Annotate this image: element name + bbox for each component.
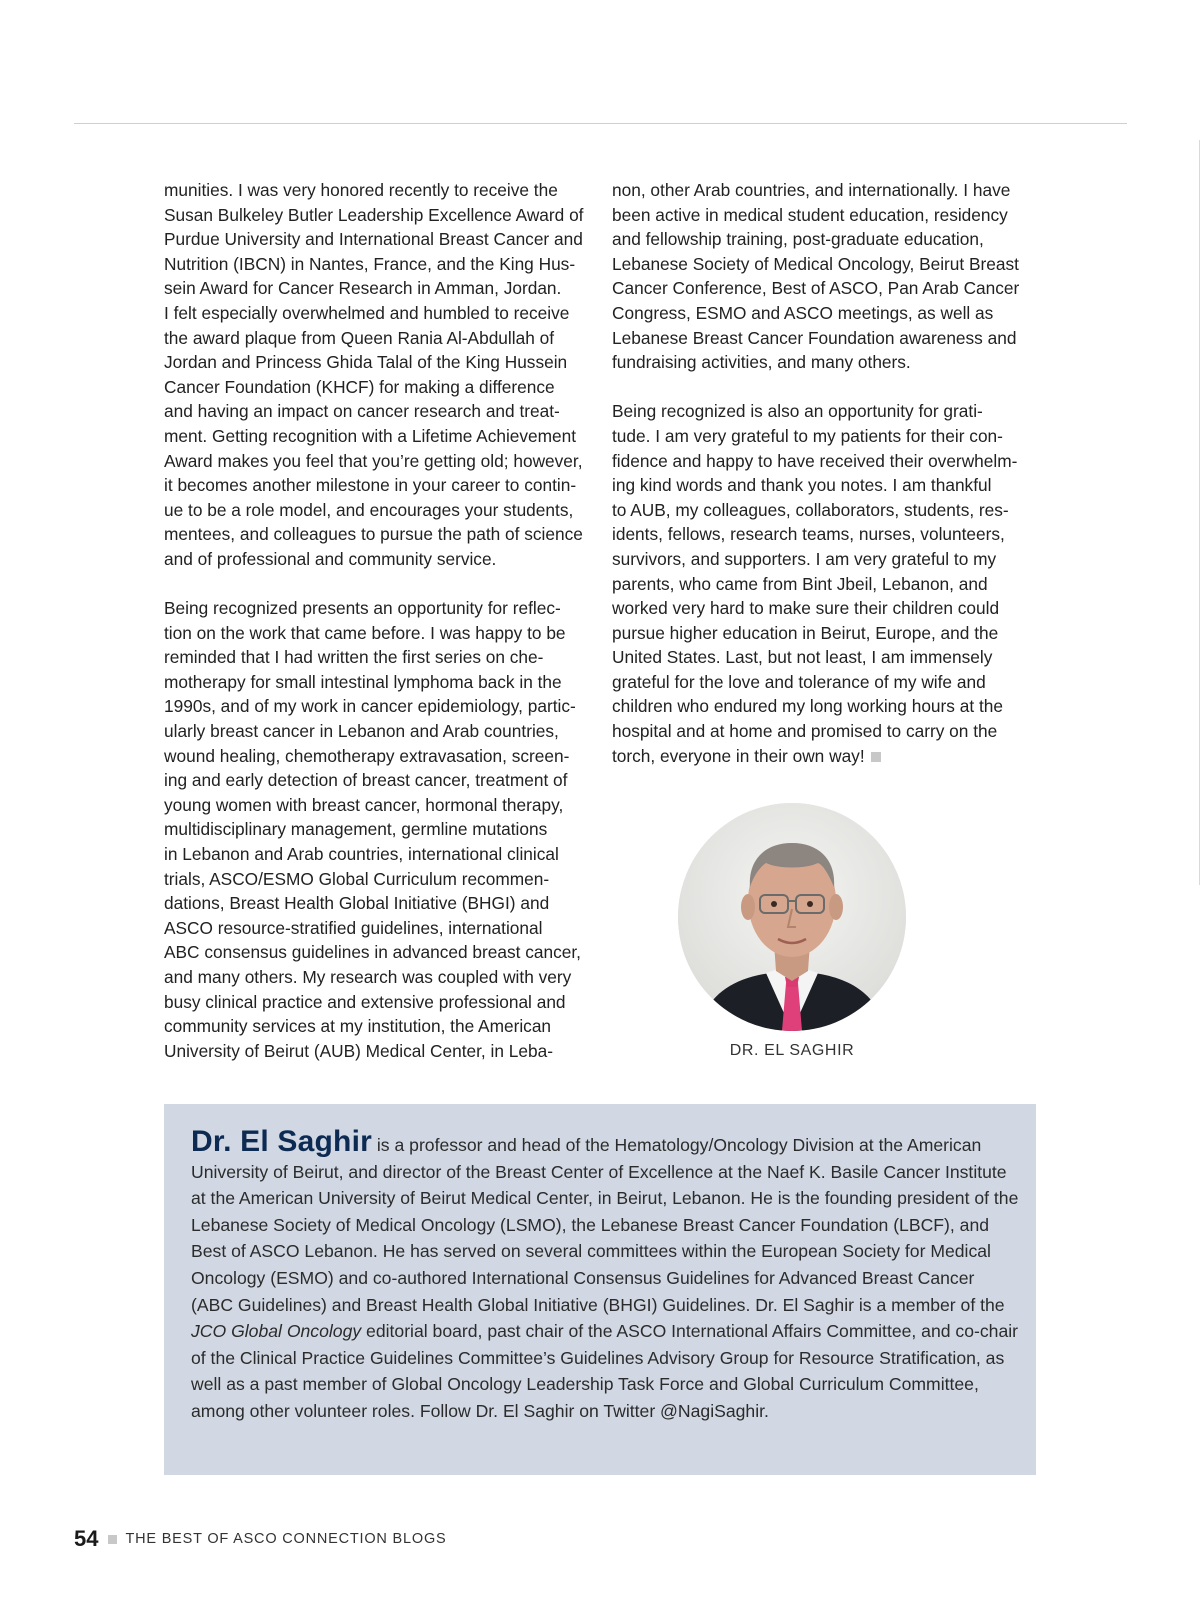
publication-title: THE BEST OF ASCO CONNECTION BLOGS xyxy=(125,1531,447,1547)
article-line: and having an impact on cancer research and treat- xyxy=(164,401,560,422)
article-line: motherapy for small intestinal lymphoma back in the xyxy=(164,671,562,692)
page-number: 54 xyxy=(74,1526,99,1551)
article-line: to AUB, my colleagues, collaborators, students, res- xyxy=(612,499,1009,520)
article-line: Purdue University and International Breast Cancer and xyxy=(164,229,583,250)
paragraph-gap xyxy=(164,572,594,597)
article-line: munities. I was very honored recently to receive the xyxy=(164,180,558,200)
article-line: Being recognized is also an opportunity for grati- xyxy=(612,401,983,422)
article-line: and fellowship training, post-graduate education, xyxy=(612,229,984,250)
author-portrait xyxy=(678,803,906,1031)
bio-journal-title: JCO Global Oncology xyxy=(191,1321,362,1342)
article-column-right xyxy=(612,178,1047,768)
article-line xyxy=(612,744,1047,769)
article-line: I felt especially overwhelmed and humbled to receive xyxy=(164,302,570,323)
article-line: fundraising activities, and many others. xyxy=(612,352,911,373)
article-line: ment. Getting recognition with a Lifetime Achievement xyxy=(164,425,577,446)
article-line: survivors, and supporters. I am very grateful to my xyxy=(612,548,997,569)
article-line: non, other Arab countries, and internationally. I have xyxy=(612,180,1011,200)
article-line: children who endured my long working hours at the xyxy=(612,696,1003,717)
portrait-caption: DR. EL SAGHIR xyxy=(729,1042,855,1059)
article-line: idents, fellows, research teams, nurses, volunteers, xyxy=(612,524,1005,545)
portrait-illustration xyxy=(678,803,906,1031)
article-line: and of professional and community service. xyxy=(164,548,497,569)
article-line: grateful for the love and tolerance of my wife and xyxy=(612,671,986,692)
article-line: busy clinical practice and extensive professional and xyxy=(164,991,566,1012)
article-line: in Lebanon and Arab countries, international clinical xyxy=(164,844,559,865)
article-line: the award plaque from Queen Rania Al-Abdullah of xyxy=(164,327,555,348)
article-line: tude. I am very grateful to my patients for their con- xyxy=(612,425,1003,446)
article-line: and many others. My research was coupled with very xyxy=(164,967,572,987)
article-line: hospital and at home and promised to carry on the xyxy=(612,721,998,742)
article-line: Lebanese Breast Cancer Foundation awareness and xyxy=(612,327,1017,348)
article-column-left xyxy=(164,178,594,1063)
bio-text-part-1: is a professor and head of the Hematology/Oncology Division at the American University of Beirut, and director of the Breast Center of Excellence at the Naef K. Basile Cancer Institute at the American University of Beirut Medical Center, in Beirut, Lebanon. He is the founding president of the Lebanese Society of Medical Oncology (LSMO), the Lebanese Breast Cancer Foundation (LBCF), and Best of ASCO Lebanon. He has served on several committees within the European Society for Medical Oncology (ESMO) and co-authored International Consensus Guidelines for Advanced Breast Cancer (ABC Guidelines) and Breast Health Global Initiative (BHGI) Guidelines. Dr. El Saghir is a member of the xyxy=(191,1135,1019,1315)
article-line-text: torch, everyone in their own way! xyxy=(612,745,865,766)
article-line: pursue higher education in Beirut, Europe, and the xyxy=(612,622,999,643)
article-line: University of Beirut (AUB) Medical Center, in Leba- xyxy=(164,1040,553,1061)
footer-square-icon xyxy=(108,1535,117,1544)
article-line: tion on the work that came before. I was happy to be xyxy=(164,622,566,643)
article-line: ularly breast cancer in Lebanon and Arab countries, xyxy=(164,721,559,742)
article-line: Nutrition (IBCN) in Nantes, France, and the King Hus- xyxy=(164,253,576,274)
article-line: reminded that I had written the first series on che- xyxy=(164,647,544,668)
article-line: parents, who came from Bint Jbeil, Lebanon, and xyxy=(612,573,988,594)
author-bio xyxy=(191,1125,1021,1425)
article-line: ASCO resource-stratified guidelines, international xyxy=(164,917,543,938)
end-of-article-square-icon xyxy=(871,752,881,762)
article-line: fidence and happy to have received their overwhelm- xyxy=(612,450,1018,471)
article-line: Cancer Conference, Best of ASCO, Pan Arab Cancer xyxy=(612,278,1020,299)
article-line: it becomes another milestone in your career to contin- xyxy=(164,475,577,496)
article-line: Jordan and Princess Ghida Talal of the King Hussein xyxy=(164,352,568,373)
bio-text-part-2: editorial board, past chair of the ASCO International Affairs Committee, and co-chair of the Clinical Practice Guidelines Committee’s Guidelines Advisory Group for Resource Stratification, as well as a past member of Global Oncology Leadership Task Force and Global Curriculum Committee, among other volunteer roles. Follow Dr. El Saghir on Twitter @NagiSaghir. xyxy=(191,1321,1019,1421)
article-line: young women with breast cancer, hormonal therapy, xyxy=(164,794,564,815)
paragraph-gap xyxy=(612,375,1047,400)
article-line: community services at my institution, the American xyxy=(164,1016,552,1037)
article-line: trials, ASCO/ESMO Global Curriculum recommen- xyxy=(164,868,550,889)
article-line: multidisciplinary management, germline mutations xyxy=(164,819,548,840)
article-line: dations, Breast Health Global Initiative (BHGI) and xyxy=(164,893,550,914)
page-footer xyxy=(74,1524,447,1554)
article-line: sein Award for Cancer Research in Amman, Jordan. xyxy=(164,278,562,299)
article-line: United States. Last, but not least, I am immensely xyxy=(612,647,993,668)
article-line: 1990s, and of my work in cancer epidemiology, partic- xyxy=(164,696,576,717)
article-line: Susan Bulkeley Butler Leadership Excellence Award of xyxy=(164,204,584,225)
article-line: Congress, ESMO and ASCO meetings, as well as xyxy=(612,302,994,323)
article-line: mentees, and colleagues to pursue the path of science xyxy=(164,524,583,545)
article-line: wound healing, chemotherapy extravasation, screen- xyxy=(164,745,570,766)
article-line: worked very hard to make sure their children could xyxy=(612,598,1000,619)
article-line: ue to be a role model, and encourages your students, xyxy=(164,499,574,520)
article-line: Lebanese Society of Medical Oncology, Beirut Breast xyxy=(612,253,1019,274)
bio-author-name: Dr. El Saghir xyxy=(191,1125,372,1158)
article-line: Award makes you feel that you’re getting old; however, xyxy=(164,450,583,471)
article-line: Cancer Foundation (KHCF) for making a difference xyxy=(164,376,555,397)
article-line: ing and early detection of breast cancer, treatment of xyxy=(164,770,568,791)
article-line: Being recognized presents an opportunity for reflec- xyxy=(164,598,561,619)
header-rule xyxy=(74,123,1127,124)
article-line: ABC consensus guidelines in advanced breast cancer, xyxy=(164,942,581,963)
article-line: ing kind words and thank you notes. I am thankful xyxy=(612,475,992,496)
article-line: been active in medical student education, residency xyxy=(612,204,1008,225)
